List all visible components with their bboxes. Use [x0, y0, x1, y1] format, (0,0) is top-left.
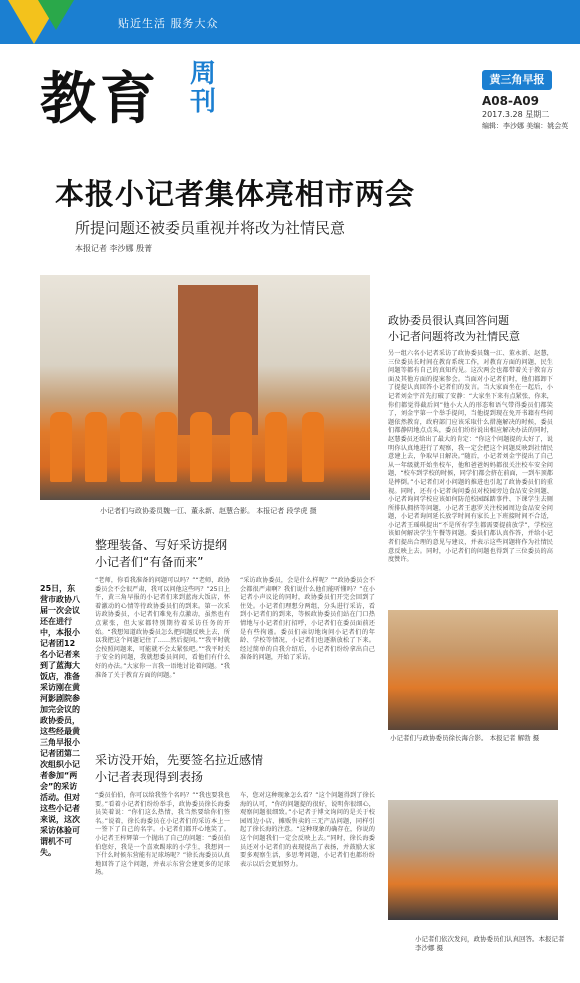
- main-photo: [40, 275, 370, 500]
- article-byline: 本报记者 李沙娜 殷菁: [75, 244, 153, 253]
- top-banner: [0, 0, 580, 44]
- newspaper-logo: 黄三角早报: [482, 70, 552, 90]
- section2-title: 采访没开始，先要签名拉近感情 小记者表现得到表扬: [95, 753, 264, 784]
- photo2-caption: 小记者们与政协委员徐长海合影。 本报记者 解勃 摄: [390, 734, 540, 742]
- photo-figure: [302, 412, 324, 482]
- intro-sidebar: 25日，东营市政协八届一次会议还在进行中，本报小记者团12名小记者来到了蓝海大饭店，准备采访刚在黄河影剧院参加完会议的政协委员，这些经最黄三角早报小记者团第二次组织小记者参加“两会”的采访活动。但对这些小记者来说，这次采访体验可谓机不可失。: [40, 584, 80, 857]
- section1-body-left: “老师，你看我准备的问题可以吗？”“老师，政协委员会不会很严肃，我可以问他这些吗？”25日上午，黄三角早报的小记者们来到蓝海大饭店，怀着激动的心情等待政协委员们的到来。第一次采访政协委员，小记者们难免有点激动，虽然也有点紧张，但大家都特别期待着采访任务的开始。“我想知道政协委员怎么把问题反映上去，所以我把这个问题记住了……然后提问。”“我平时就会按照问题来，可能就不会太紧张吧。”“我平时关于安全的问题，我就想委员问问，看他们有什么好的办法。”大家你一言我一语地讨论着问题。“我准备了关于教育方面的问题。”: [95, 577, 230, 679]
- section1-body-right: “采访政协委员，会是什么样呢？”“政协委员会不会都很严肃啊？我们说什么他们能听懂吗？”在小记者小声议论的同时，政协委员们开完会回到了住处。小记者们理想分两组，分头进行采访，看到小记者们的到来，等候政协委员们站在门口热情地与小记者们打招呼，小记者们在委员面前还是有些拘谨。委员们亲切地询问小记者们的年龄、学校等情况，小记者们也逐渐放松了下来。经过简单的自我介绍后，小记者们纷纷拿出自己准备的问题，开始了采访。: [240, 577, 375, 662]
- photo-group-xu: [388, 610, 558, 730]
- main-photo-caption: 小记者们与政协委员魏一江、董永新、赵慧合影。 本报记者 段学虎 摄: [100, 507, 317, 515]
- page-numbers: A08-A09: [482, 94, 539, 108]
- main-headline: 本报小记者集体亮相市两会: [55, 177, 416, 211]
- section2-body-right: 车，您对这种现象怎么看？”这个问题得到了徐长海的认可，“你的问题提的很好，说明你很细心，观察问题很细致。”小记者于博文询问的是关于校园周边小店、摊贩售卖的三无产品问题，同样引起了徐长海的注意。“这种现象的确存在，你说的这个问题我们一定会反映上去。”同时，徐长海委员还对小记者们的表现提出了表扬，并鼓励大家要多观察生活，多思考问题，小记者们也都纷纷表示以后会更加努力。: [240, 792, 375, 868]
- photo-interview: [388, 800, 558, 920]
- issue-date: 2017.3.28 星期二: [482, 110, 550, 119]
- photo-figure: [85, 412, 107, 482]
- photo-figure: [50, 412, 72, 482]
- photo-figure: [155, 412, 177, 482]
- photo3-caption: 小记者们依次发问，政协委员们认真回答。本报记者 李沙娜 摄: [415, 935, 565, 952]
- banner-slogan: 贴近生活 服务大众: [118, 17, 219, 30]
- photo-figure: [190, 412, 212, 482]
- photo-figure: [230, 412, 252, 482]
- masthead-title: 教育: [40, 66, 160, 132]
- right-column-body: 另一组六名小记者采访了政协委员魏一江、董永新、赵慧，三位委员长时间在教育系统工作，对教育方面的问题，民生问题等都有自己的真知灼见。这次两会也都带着关于教育方面及其他方面的提案参会。当面对小记者们时，他们都卸下了提提认真回答小记者们的发言。当大家面坐在一起后，小记者刘金宇首先打破了安静：“大家坐下来有点紧张，你来，你们都觉得截后问”他小大人的形态和语气带得委员们都笑了，刘金宇第一个举手提问，当他提到现在免开书籍有些问题依然教育，政府部门应该采取什么措施解决的时候，委员们都静阴地点点头，委员们纷纷说出相应解决办法的同时，赵慧委员还给出了最大的肯定：“你这个问题提的太好了，说明你认真地进行了观察，我一定会把这个问题反映到社情民意建上去，争取早日解决。”随后，小记者刘金宇提出了自己从一年级就开始坐校车，他和爸爸妈妈都很关注校车安全问题，“校车到学校的时候，同学们都会挤在前面，一到车顶都是摔倒。”小记者们对小问题的推进也引起了政协委员们的重视。同时，还有小记者询问委员对校园旁边食品安全问题、小记者询问学校应该如何防范校园踩踏事件、下课学生去厕所排队拥挤等问题，小记者王惠罗关注校园周边食品安全问题，小记者询问延长放学时间有家长上下班接时间不合适，小记者王瑶琪提出“不是所有学生都需要提前放学”，学校应该如何解决学生午餐等问题。委员们都认真作答，并给小记者们提出合理的意见与建议，并表示这些问题将作为社情民意反映上去。同时，小记者们的问题也得到了三位委员的高度赞许。: [388, 350, 553, 564]
- photo-figure: [265, 412, 287, 482]
- section1-title: 整理装备、写好采访提纲 小记者们“有备而来”: [95, 538, 228, 569]
- right-column-title: 政协委员很认真回答问题 小记者问题将改为社情民意: [388, 314, 520, 343]
- masthead-subtitle: 周刊: [190, 59, 217, 117]
- photo-figure: [120, 412, 142, 482]
- section2-body-left: “委员伯伯，你可以给我签个名吗？”“我也要我也要。”看着小记者们纷纷举手，政协委员徐长海委员笑着说：“你们这么热情，我当然要给你们签名。”说着，徐长海委员在小记者们的采访本上一一签下了自己的名字。小记者们都开心地笑了。小记者王梓辉第一个抛出了自己的问题：“委员伯伯您好，我是一个喜欢踢球的小学生，我想问一下什么时候东营能有足球场呢？”徐长海委员认真地回答了这个问题，并表示东营会建更多的足球场。: [95, 792, 230, 877]
- sub-headline: 所提问题还被委员重视并将改为社情民意: [75, 219, 346, 237]
- editor-credits: 编辑：李沙娜 美编：姚会英: [482, 122, 569, 130]
- banner-shape-green: [38, 0, 74, 30]
